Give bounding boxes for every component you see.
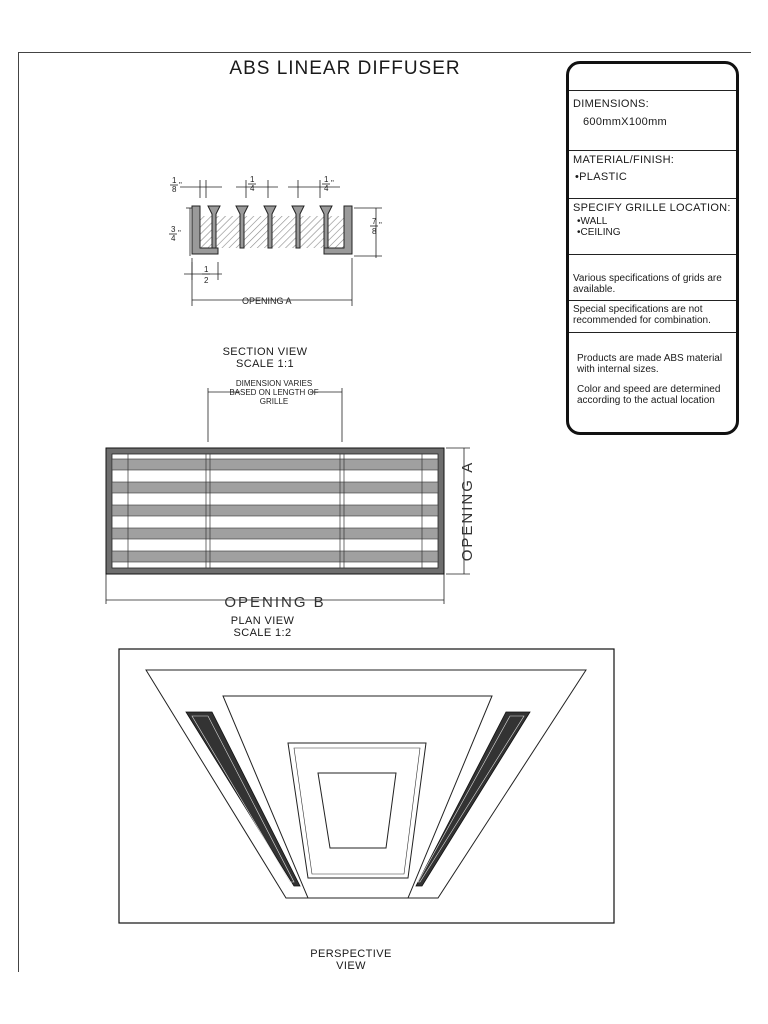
frac-top-mid-den: 4 [250,184,255,193]
frame-left-border [18,52,19,972]
section-view-drawing [160,168,390,308]
perspective-view-drawing [118,648,615,924]
location-option-ceiling: •CEILING [577,227,621,238]
frac-right-den: 8 [372,227,377,236]
frac-right-num: 7 [372,217,377,226]
frac-top-left-num: 1 [172,176,177,185]
spec-divider [569,198,736,199]
drawing-title: ABS LINEAR DIFFUSER [229,58,461,79]
dimensions-value: 600mmX100mm [583,116,667,128]
section-opening-a-label: OPENING A [242,296,292,306]
frac-top-mid-num: 1 [250,175,255,184]
location-label: SPECIFY GRILLE LOCATION: [573,202,731,214]
frac-left-num: 3 [171,225,176,234]
material-value: •PLASTIC [575,171,628,183]
inch-mark: " [379,221,382,230]
opening-a-label: OPENING A [459,460,476,562]
spec-divider [569,90,736,91]
section-view-title: SECTION VIEW [222,346,308,358]
location-option-wall: •WALL [577,216,608,227]
spec-divider [569,150,736,151]
spec-divider [569,300,736,301]
perspective-view-caption [296,948,406,972]
plan-view-scale: SCALE 1:2 [233,627,292,639]
note-material: Products are made ABS material with internal sizes. [577,353,723,375]
dim-note-line-2: BASED ON LENGTH OF [229,388,319,397]
perspective-view-title: PERSPECTIVE [310,948,392,960]
dim-note-line-1: DIMENSION VARIES [235,379,313,388]
frac-left-den: 4 [171,234,176,243]
note-color-speed: Color and speed are determined according to the actual location [577,384,721,406]
note-grid-specs: Various specifications of grids are available. [573,273,722,295]
plan-view-title: PLAN VIEW [230,615,295,627]
dimensions-label: DIMENSIONS: [573,98,650,110]
frame-top-border [18,52,751,53]
section-view-scale: SCALE 1:1 [235,358,295,370]
section-view-caption [210,346,320,370]
spec-box [566,61,739,435]
opening-b-label: OPENING B [224,594,326,608]
dim-note-line-3: GRILLE [259,397,289,406]
perspective-view-subtitle: VIEW [336,960,366,972]
plan-view-drawing [100,378,490,608]
frac-bottom-num: 1 [204,265,209,274]
frac-top-right-num: 1 [324,175,329,184]
inch-mark: " [178,229,181,238]
plan-view-caption [215,615,310,639]
inch-mark: " [179,181,182,190]
note-combination: Special specifications are not recommended for combination. [573,304,711,326]
spec-divider [569,254,736,255]
material-label: MATERIAL/FINISH: [573,154,675,166]
inch-mark: " [331,179,334,188]
frac-bottom-den: 2 [204,276,209,285]
frac-top-left-den: 8 [172,185,177,194]
spec-divider [569,332,736,333]
frac-top-right-den: 4 [324,184,329,193]
